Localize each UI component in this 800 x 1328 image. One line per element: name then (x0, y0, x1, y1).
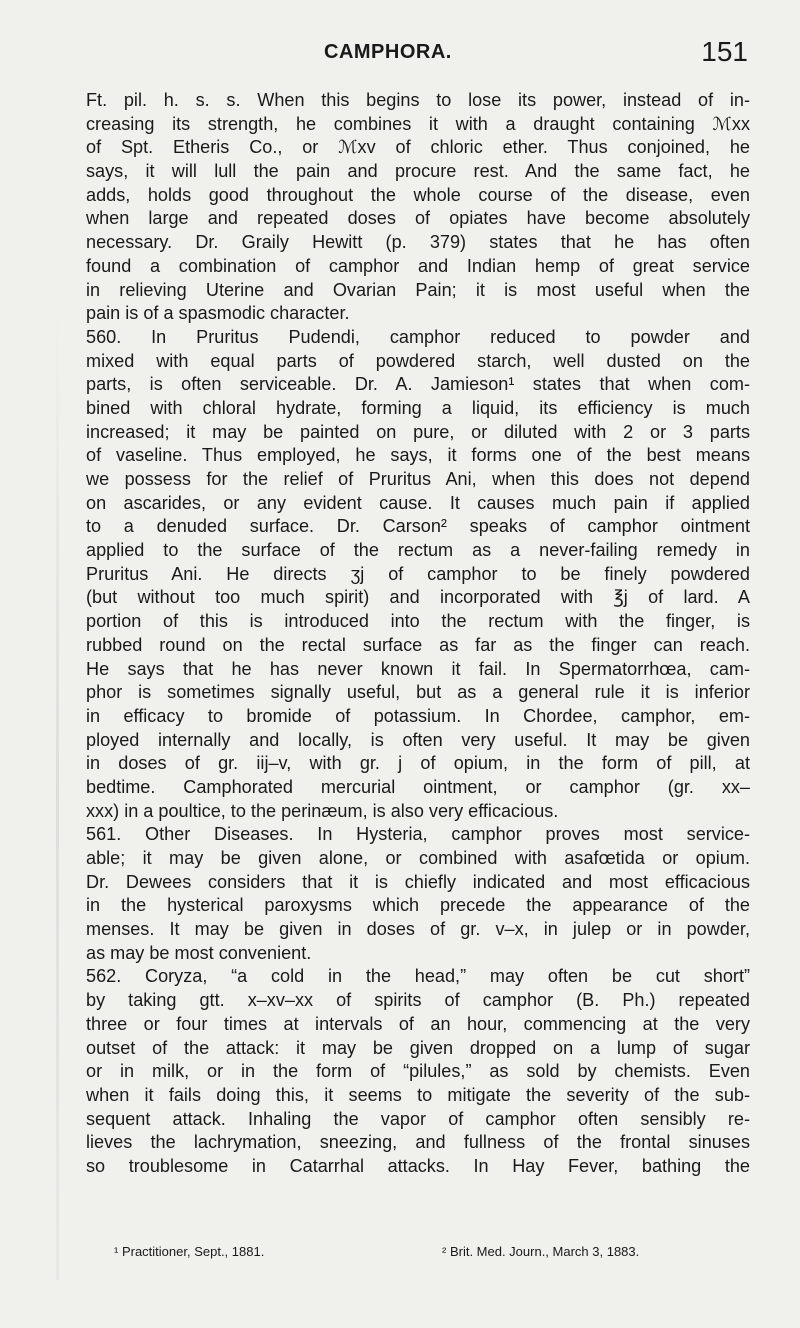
body-text (86, 89, 750, 1179)
text-line: creasing its strength, he combines it with a draught containing ℳxx (86, 113, 750, 134)
text-line: in the hysterical paroxysms which precede the appearance of the (86, 895, 750, 916)
text-line: outset of the attack: it may be given dropped on a lump of sugar (86, 1037, 750, 1058)
text-line: Ft. pil. h. s. s. When this begins to lose its power, instead of in- (86, 90, 750, 110)
text-line: 560. In Pruritus Pudendi, camphor reduced to powder and (86, 326, 750, 347)
text-line: bined with chloral hydrate, forming a liquid, its efficiency is much (86, 397, 750, 418)
text-line: by taking gtt. x–xv–xx of spirits of camphor (B. Ph.) repeated (86, 990, 750, 1011)
text-line: 561. Other Diseases. In Hysteria, camphor proves most service- (86, 824, 750, 845)
text-line: able; it may be given alone, or combined with asafœtida or opium. (86, 848, 750, 868)
text-line: to a denuded surface. Dr. Carson² speaks of camphor ointment (86, 516, 750, 537)
text-line: in relieving Uterine and Ovarian Pain; it is most useful when the (86, 279, 750, 300)
text-line: Pruritus Ani. He directs ʒj of camphor to be finely powdered (86, 563, 750, 584)
text-line: of vaseline. Thus employed, he says, it forms one of the best means (86, 445, 750, 466)
page-gutter-shadow (56, 300, 59, 1280)
footnotes (86, 1244, 750, 1264)
text-line: parts, is often serviceable. Dr. A. Jamieson¹ states that when com- (86, 374, 750, 395)
page-number: 151 (701, 36, 748, 67)
text-line: or in milk, or in the form of “pilules,” as sold by chemists. Even (86, 1061, 750, 1082)
text-line: portion of this is introduced into the rectum with the finger, is (86, 611, 750, 632)
text-line: of Spt. Etheris Co., or ℳxv of chloric ether. Thus conjoined, he (86, 137, 750, 158)
text-line: menses. It may be given in doses of gr. v–x, in julep or in powder, (86, 919, 750, 940)
text-line: ployed internally and locally, is often very useful. It may be given (86, 729, 750, 750)
text-line: sequent attack. Inhaling the vapor of camphor often sensibly re- (86, 1108, 750, 1129)
footnote-2: ² Brit. Med. Journ., March 3, 1883. (442, 1244, 640, 1259)
text-line: when large and repeated doses of opiates have become absolutely (86, 208, 750, 229)
text-line: pain is of a spasmodic character. (86, 303, 350, 324)
text-line: increased; it may be painted on pure, or diluted with 2 or 3 parts (86, 421, 750, 442)
text-line: bedtime. Camphorated mercurial ointment, or camphor (gr. xx– (86, 776, 750, 797)
text-line: found a combination of camphor and Indian hemp of great service (86, 255, 750, 276)
text-line: lieves the lachrymation, sneezing, and fullness of the frontal sinuses (86, 1132, 750, 1153)
footnote-1: ¹ Practitioner, Sept., 1881. (114, 1244, 265, 1259)
text-line: we possess for the relief of Pruritus Ani, when this does not depend (86, 469, 750, 489)
running-head: CAMPHORA. (324, 41, 452, 63)
text-line: xxx) in a poultice, to the perinæum, is also very efficacious. (86, 800, 559, 821)
text-line: in efficacy to bromide of potassium. In Chordee, camphor, em- (86, 705, 750, 726)
text-line: says, it will lull the pain and procure rest. And the same fact, he (86, 161, 750, 182)
text-line: on ascarides, or any evident cause. It causes much pain if applied (86, 492, 750, 513)
text-line: as may be most convenient. (86, 942, 312, 963)
text-line: adds, holds good throughout the whole course of the disease, even (86, 184, 750, 205)
text-line: 562. Coryza, “a cold in the head,” may often be cut short” (86, 966, 750, 987)
text-line: phor is sometimes signally useful, but as a general rule it is inferior (86, 682, 750, 703)
text-line: He says that he has never known it fail. In Spermatorrhœa, cam- (86, 658, 750, 679)
text-line: applied to the surface of the rectum as a never-failing remedy in (86, 540, 750, 561)
text-line: three or four times at intervals of an hour, commencing at the very (86, 1013, 750, 1034)
text-line: rubbed round on the rectal surface as far as the finger can reach. (86, 634, 750, 655)
text-line: in doses of gr. iij–v, with gr. j of opium, in the form of pill, at (86, 753, 750, 774)
text-line: necessary. Dr. Graily Hewitt (p. 379) states that he has often (86, 232, 750, 253)
text-line: (but without too much spirit) and incorporated with ℥j of lard. A (86, 587, 750, 608)
text-line: when it fails doing this, it seems to mitigate the severity of the sub- (86, 1084, 750, 1105)
text-line: so troublesome in Catarrhal attacks. In Hay Fever, bathing the (86, 1155, 750, 1176)
text-line: Dr. Dewees considers that it is chiefly indicated and most efficacious (86, 871, 750, 892)
text-line: mixed with equal parts of powdered starch, well dusted on the (86, 350, 750, 371)
page-header (86, 36, 748, 76)
